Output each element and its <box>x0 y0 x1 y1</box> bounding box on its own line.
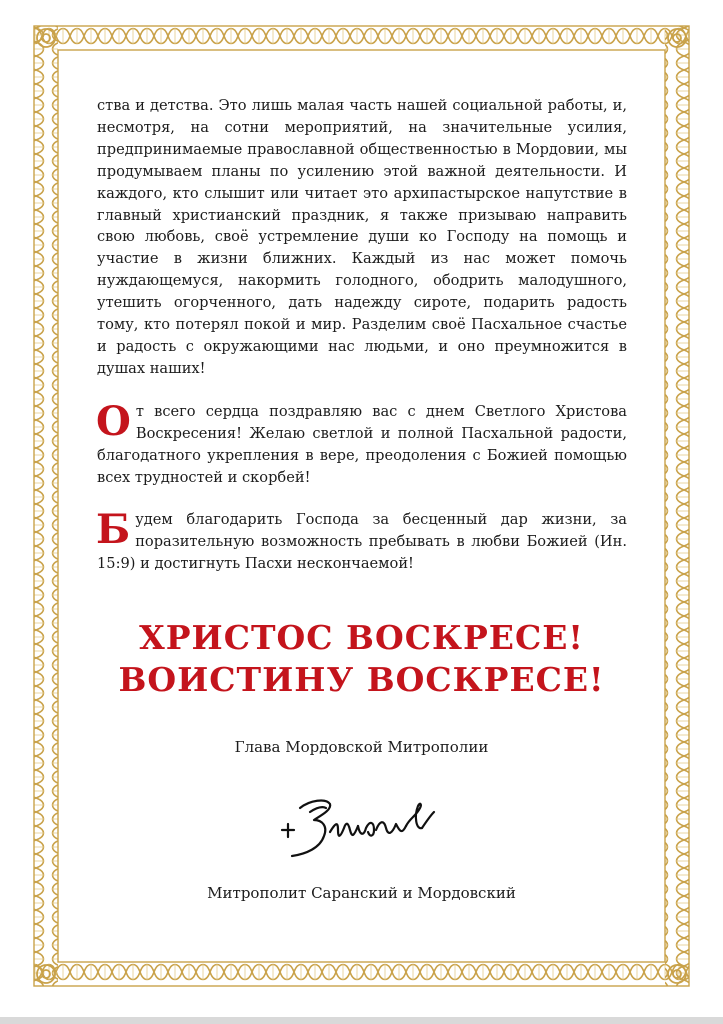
signatory-title: Митрополит Саранский и Мордовский <box>207 884 516 902</box>
page-bottom-edge <box>0 1017 723 1024</box>
letter-body <box>97 95 627 575</box>
handwritten-signature <box>270 786 450 866</box>
paragraph-social-work: ства и детства. Это лишь малая часть нашей социальной работы, и, несмотря, на сотни мероприятий, на значительные усилия, предпринимаемые православной общественностью в Мордовии, мы продумываем планы по усилению этой важной деятельности. И каждого, кто слышит или читает это архипастырское напутствие в главный христианский праздник, я также призываю направить свою любовь, своё устремление души ко Господу на помощь и участие в жизни ближних. Каждый из нас может помочь нуждающемуся, накормить голодного, ободрить малодушного, утешить огорченного, дать надежду сироте, подарить радость тому, кто потерял покой и мир. Разделим своё Пасхальное счастье и радость с окружающими нас людьми, и оно преумножится в душах наших! <box>97 97 627 377</box>
signatory-position: Глава Мордовской Митрополии <box>234 738 489 756</box>
dropcap-o: О <box>96 397 131 445</box>
paragraph-thanksgiving-text: удем благодарить Господа за бесценный дар жизни, за поразительную возможность пребывать в любви Божией (Ин. 15:9) и достигнуть Пасхи нескончаемой! <box>97 511 627 573</box>
greeting-line-2: ВОИСТИНУ ВОСКРЕСЕ! <box>118 660 605 699</box>
dropcap-b: Б <box>96 506 131 554</box>
paragraph-thanksgiving <box>96 506 627 575</box>
paragraph-easter-congratulations <box>96 397 627 489</box>
paragraph-easter-congratulations-text: т всего сердца поздравляю вас с днем Светлого Христова Воскресения! Желаю светлой и полной Пасхальной радости, благодатного укрепления в вере, преодоления с Божией помощью всех трудностей и скорбей! <box>97 402 627 486</box>
greeting-line-1: ХРИСТОС ВОСКРЕСЕ! <box>139 618 584 657</box>
